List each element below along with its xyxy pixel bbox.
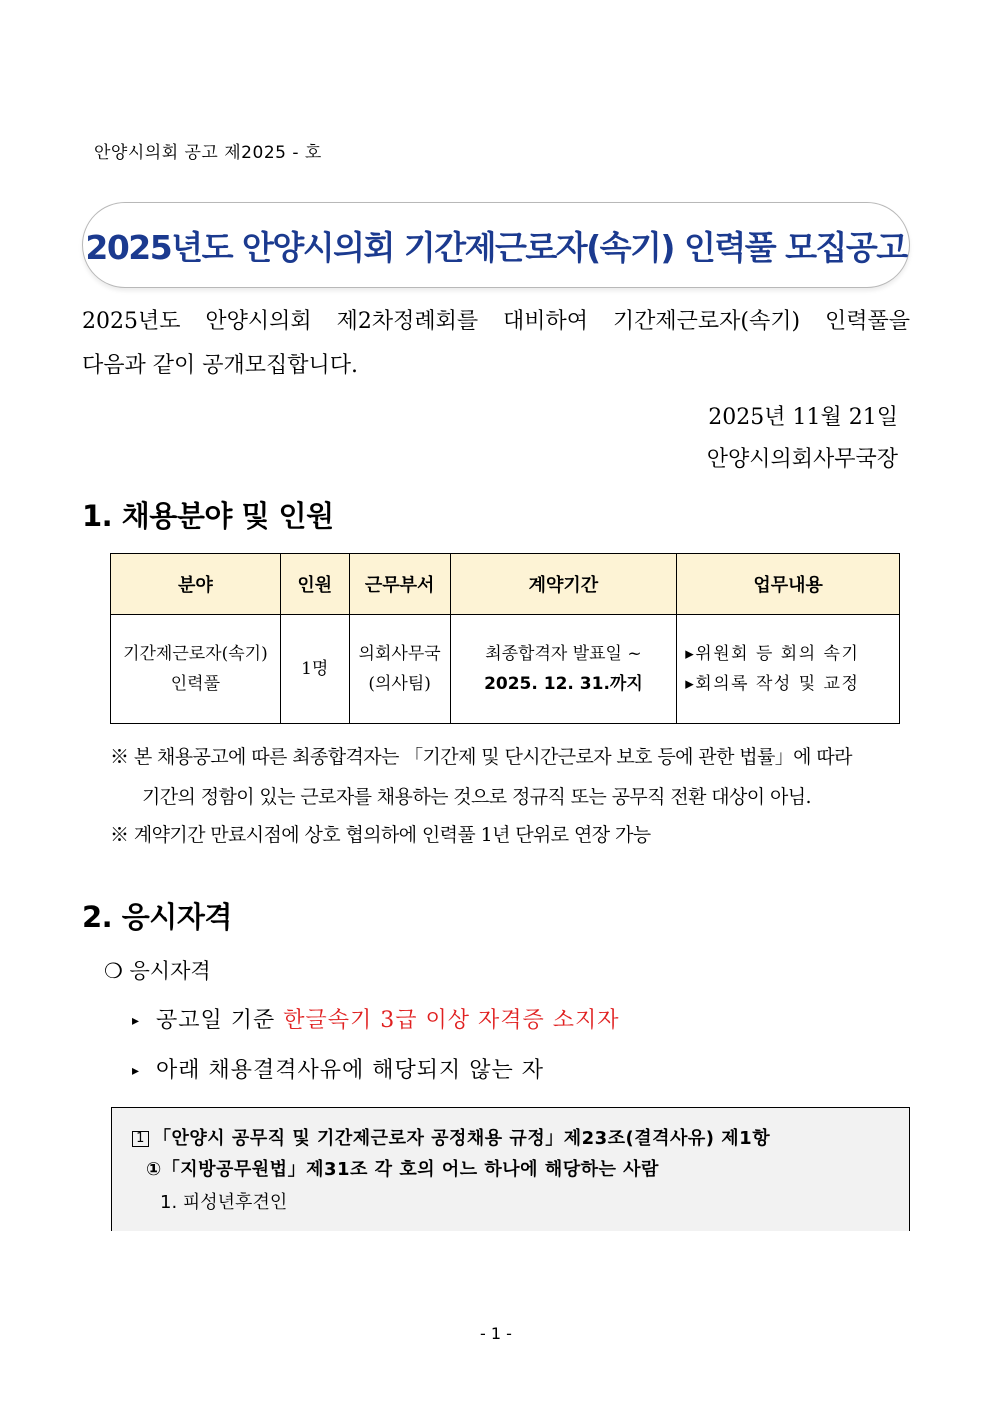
table-row (111, 615, 900, 724)
cell-field: 기간제근로자(속기) 인력풀 (111, 615, 281, 724)
notice-date: 2025년 11월 21일 (708, 405, 898, 430)
intro-paragraph (82, 300, 910, 388)
highlight-qualification: 한글속기 3급 이상 자격증 소지자 (283, 1008, 620, 1033)
rule-item-1: 1. 피성년후견인 (160, 1192, 288, 1213)
cell-period: 최종합격자 발표일 ~ 2025. 12. 31.까지 (450, 615, 677, 724)
table-header-row (111, 554, 900, 615)
cell-dept: 의회사무국 (의사팀) (349, 615, 450, 724)
cell-count: 1명 (280, 615, 349, 724)
page-number: - 1 - (480, 1324, 512, 1343)
intro-line-1: 2025년도 안양시의회 제2차정례회를 대비하여 기간제근로자(속기) 인력풀을 (82, 309, 910, 334)
rule-title: 1 「안양시 공무직 및 기간제근로자 공정채용 규정」제23조(결격사유) 제1항 (132, 1124, 770, 1150)
triangle-bullet-icon: ▸ (132, 1013, 141, 1029)
qualification-subheading: ❍ 응시자격 (104, 959, 211, 983)
note-1-line-2: 기간의 정함이 있는 근로자를 채용하는 것으로 정규직 또는 공무직 전환 대상이 아님. (142, 786, 811, 808)
note-1-line-1: ※ 본 채용공고에 따른 최종합격자는 「기간제 및 단시간근로자 보호 등에 관한 법률」에 따라 (110, 746, 852, 768)
header-count: 인원 (280, 554, 349, 615)
section-2-heading: 2. 응시자격 (82, 900, 232, 934)
boxed-number: 1 (132, 1131, 149, 1147)
note-2: ※ 계약기간 만료시점에 상호 협의하에 인력풀 1년 단위로 연장 가능 (110, 824, 651, 846)
rule-subtitle: ①「지방공무원법」제31조 각 호의 어느 하나에 해당하는 사람 (146, 1159, 659, 1180)
header-dept: 근무부서 (349, 554, 450, 615)
bullet-qualification: ▸ 공고일 기준 한글속기 3급 이상 자격증 소지자 (132, 1008, 620, 1033)
header-duty: 업무내용 (677, 554, 900, 615)
notice-number: 안양시의회 공고 제2025 - 호 (94, 143, 322, 163)
title-banner (82, 202, 910, 288)
notice-sender: 안양시의회사무국장 (706, 447, 898, 472)
header-field: 분야 (111, 554, 281, 615)
recruit-table (110, 553, 900, 724)
page-title: 2025년도 안양시의회 기간제근로자(속기) 인력풀 모집공고 (85, 227, 907, 267)
intro-line-2: 다음과 같이 공개모집합니다. (82, 353, 359, 378)
bullet-disqualification: ▸ 아래 채용결격사유에 해당되지 않는 자 (132, 1058, 545, 1083)
triangle-bullet-icon: ▸ (132, 1063, 141, 1079)
cell-duty: ▸위원회 등 회의 속기 ▸회의록 작성 및 교정 (677, 615, 900, 724)
header-period: 계약기간 (450, 554, 677, 615)
section-1-heading: 1. 채용분야 및 인원 (82, 499, 334, 533)
